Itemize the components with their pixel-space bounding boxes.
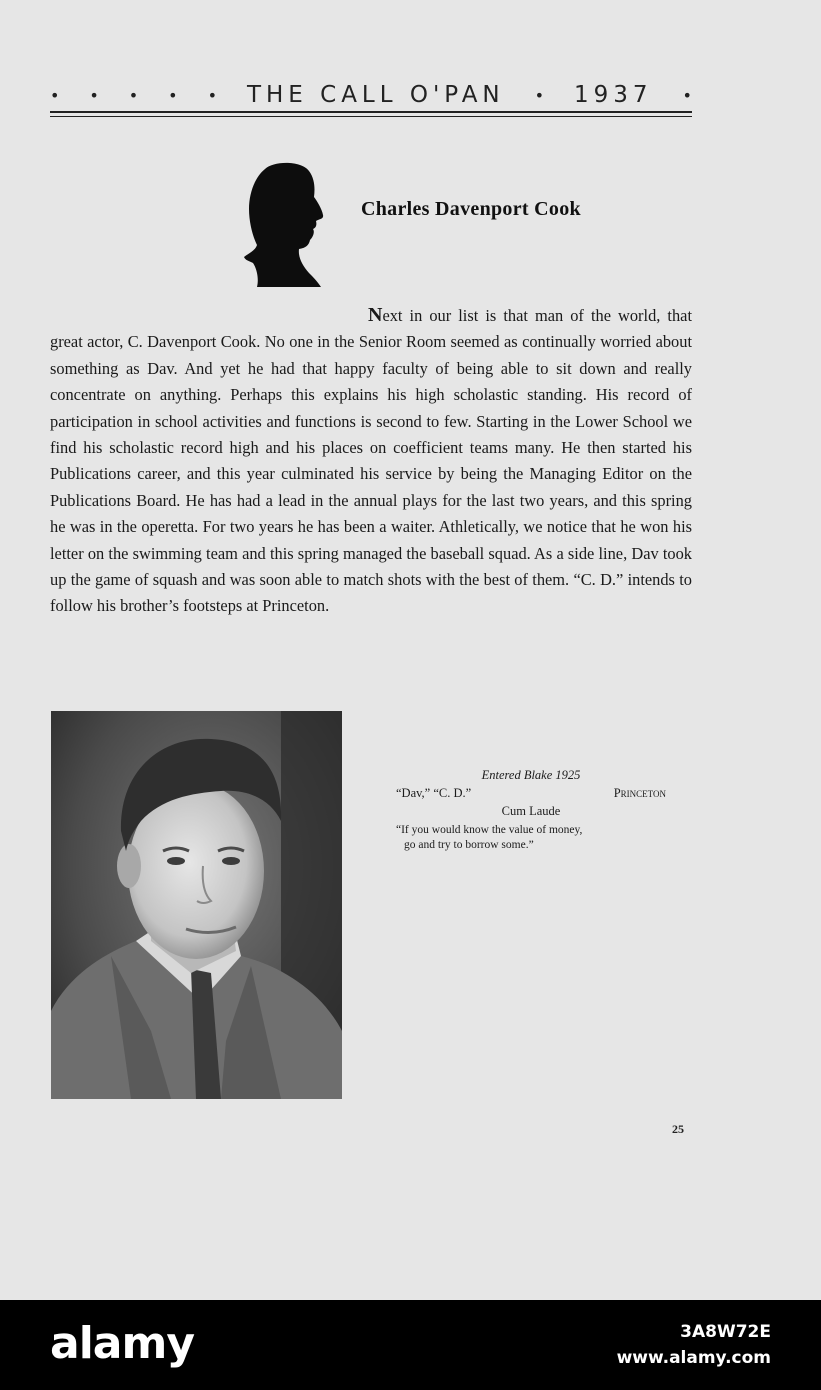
yearbook-year: 1937 bbox=[573, 82, 653, 108]
student-portrait-photo bbox=[51, 711, 342, 1099]
college: Princeton bbox=[613, 786, 666, 800]
student-info-block bbox=[396, 768, 666, 853]
quote-line: go and try to borrow some.” bbox=[404, 839, 534, 851]
header-dot: • bbox=[128, 85, 139, 105]
student-name: Charles Davenport Cook bbox=[361, 198, 581, 220]
page-header bbox=[50, 80, 692, 110]
entered-year: Entered Blake 1925 bbox=[481, 768, 581, 782]
header-dot: • bbox=[50, 85, 60, 105]
quote-line: “If you would know the value of money, bbox=[396, 824, 583, 836]
header-separator: • bbox=[534, 85, 545, 105]
nicknames: “Dav,” “C. D.” bbox=[396, 786, 472, 800]
header-rule-thin bbox=[50, 116, 692, 117]
yearbook-title: THE CALL O'PAN bbox=[246, 82, 505, 108]
image-id: 3A8W72E bbox=[680, 1322, 771, 1342]
silhouette-portrait bbox=[243, 161, 327, 289]
bio-dropcap: N bbox=[368, 304, 383, 326]
bio-text: ext in our list is that man of the world, that great actor, C. Davenport Cook. No one in the Senior Room seemed as continually worried about something as Dav. And yet he had that happy faculty of being able to sit down and really concentrate on anything. Perhaps this explains his high scholastic standing. His record of participation in school activities and functions is second to few. Starting in the Lower School we find his scholastic record high and his places on coefficient teams many. He then started his Publications career, and this year culminated his service by being the Managing Editor on the Publications Board. He has had a lead in the annual plays for the last two years, and this spring he was in the operetta. For two years he has been a waiter. Athletically, we notice that he won his letter on the swimming team and this spring managed the baseball squad. As a side line, Dav took up the game of squash and was soon able to match shots with the best of them. “C. D.” intends to follow his brother’s footsteps at Princeton. bbox=[50, 306, 692, 616]
header-dot: • bbox=[89, 85, 99, 105]
header-rule bbox=[50, 111, 692, 113]
header-dot: • bbox=[207, 85, 217, 105]
page-number: 25 bbox=[672, 1122, 684, 1136]
alamy-logo: alamy bbox=[50, 1318, 194, 1369]
header-dot: • bbox=[168, 85, 178, 105]
senior-quote bbox=[396, 823, 666, 853]
source-url: www.alamy.com bbox=[616, 1348, 771, 1368]
academic-honor: Cum Laude bbox=[501, 804, 561, 818]
student-biography bbox=[50, 302, 692, 620]
stock-watermark-banner bbox=[0, 1300, 821, 1390]
nickname-college-row bbox=[396, 786, 666, 801]
header-dot: • bbox=[682, 85, 692, 105]
